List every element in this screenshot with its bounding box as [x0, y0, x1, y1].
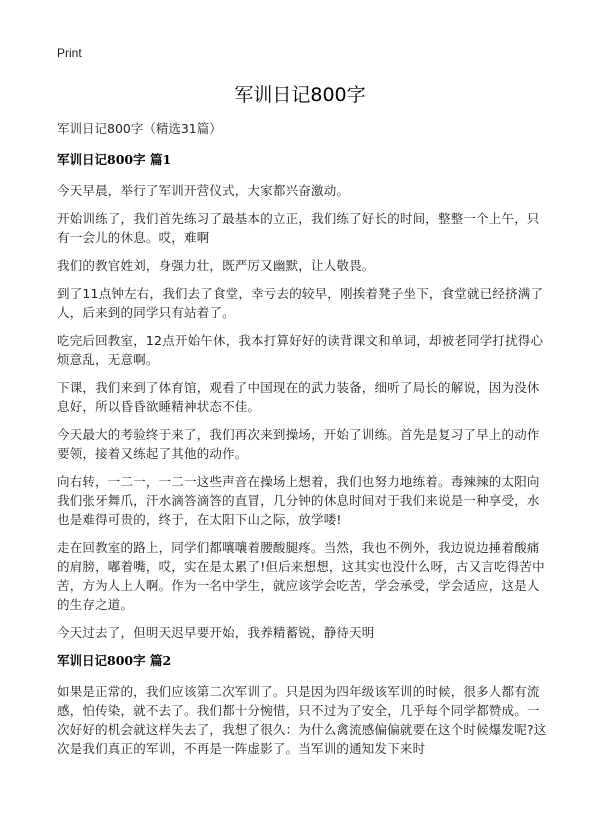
article-section: [57, 651, 547, 758]
paragraph: 如果是正常的，我们应该第二次军训了。只是因为四年级该军训的时候，很多人都有流感，怕传染，就不去了。我们都十分惋惜，只不过为了安全，几乎每个同学都赞成。一次好好的机会就这样失去了，我想了很久：为什么禽流感偏偏就要在这个时候爆发呢?这次是我们真正的军训，不再是一阵虚影了。当军训的通知发下来时: [57, 684, 547, 756]
print-link[interactable]: Print: [57, 46, 82, 60]
paragraph: 向右转，一二一，一二一这些声音在操场上想着，我们也努力地练着。毒辣辣的太阳向我们张牙舞爪，汗水滴答滴答的直冒，几分钟的休息时间对于我们来说是一种享受，水也是难得可贵的，终于，在太阳下山之际，放学喽!: [57, 474, 540, 527]
paragraph: 吃完后回教室，12点开始午休，我本打算好好的读背课文和单词，却被老同学打扰得心烦意乱，无意啊。: [57, 333, 544, 367]
article-section: [57, 150, 547, 642]
paragraph: 走在回教室的路上，同学们都嚷嚷着腰酸腿疼。当然，我也不例外，我边说边捶着酸痛的肩膀，嘟着嘴，哎，实在是太累了!但后来想想，这其实也没什么呀，古又言吃得苦中苦，方为人上人啊。作为一名中学生，就应该学会吃苦，学会承受，学会适应，这是人的生存之道。: [57, 540, 545, 612]
document-subtitle: 军训日记800字（精选31篇）: [57, 121, 222, 136]
paragraph: 开始训练了，我们首先练习了最基本的立正，我们练了好长的时间，整整一个上午，只有一会儿的休息。哎，难啊: [57, 211, 540, 245]
paragraph: 今天过去了，但明天迟早要开始，我养精蓄锐，静待天明: [57, 625, 375, 640]
paragraph: 下课，我们来到了体育馆，观看了中国现在的武力装备，细听了局长的解说，因为没休息好，所以昏昏欲睡精神状态不佳。: [57, 380, 540, 414]
page-title: 军训日记800字: [234, 84, 366, 106]
section-heading: 军训日记800字 篇1: [57, 152, 172, 167]
paragraph: 到了11点钟左右，我们去了食堂，幸亏去的较早，刚挨着凳子坐下，食堂就已经挤满了人，后来到的同学只有站着了。: [57, 286, 544, 320]
section-heading: 军训日记800字 篇2: [57, 653, 172, 668]
paragraph: 今天最大的考验终于来了，我们再次来到操场，开始了训练。首先是复习了早上的动作要领，接着又练起了其他的动作。: [57, 427, 540, 461]
paragraph: 我们的教官姓刘，身强力壮，既严厉又幽默，让人敬畏。: [57, 258, 375, 273]
paragraph: 今天早晨，举行了军训开营仪式，大家都兴奋激动。: [57, 183, 350, 198]
article-body: [57, 119, 547, 767]
